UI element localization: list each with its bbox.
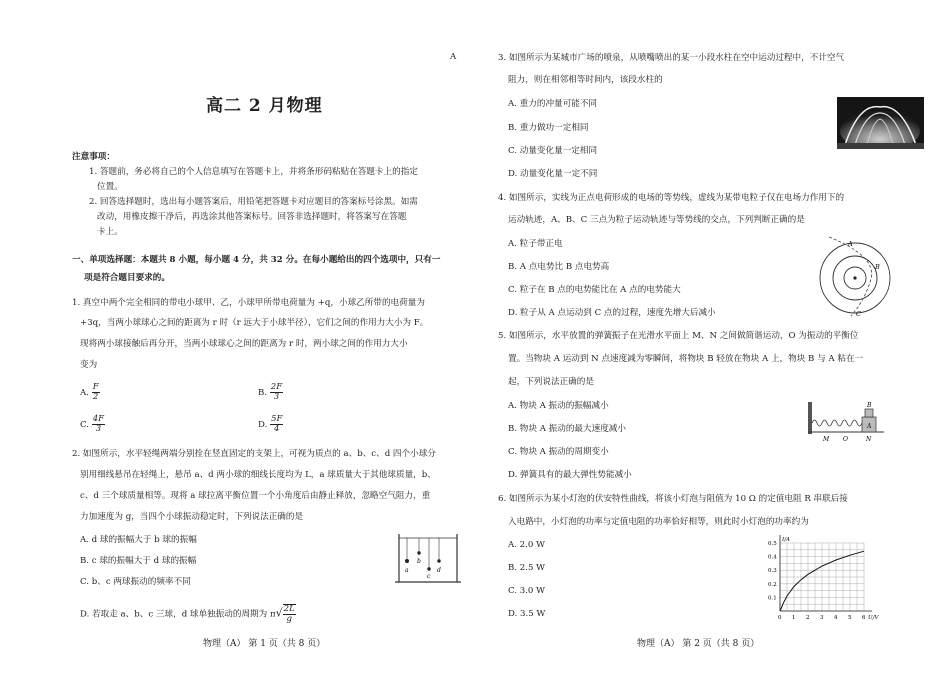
option-label: A. (80, 388, 89, 398)
fraction (92, 383, 100, 402)
q6-option-d[interactable]: D. 3.5 W (508, 609, 546, 619)
q2-option-c[interactable]: C. b、c 两球振动的频率不同 (80, 577, 191, 587)
label-A: A (867, 423, 872, 430)
y-tick-label: 0.2 (768, 581, 777, 588)
notice-line: 2. 回答选择题时，选出每小题答案后，用铅笔把答题卡对应题目的答案标号涂黑。如需 (89, 197, 418, 207)
numerator: 5F (271, 414, 283, 424)
q5-option-b[interactable]: B. 物块 A 振动的最大速度减小 (508, 424, 626, 434)
label-B: B (867, 402, 872, 409)
label-b: b (417, 558, 421, 565)
y-tick-label: 0.4 (768, 554, 777, 561)
denominator: 3 (273, 392, 280, 402)
spring-oscillator-figure (806, 396, 886, 446)
label-O: O (843, 436, 848, 443)
page-title: 高二 2 月物理 (206, 96, 323, 116)
page-footer: 物理（A） 第 2 页（共 8 页） (637, 639, 760, 649)
notice-line: 位置。 (97, 182, 123, 192)
page-footer: 物理（A） 第 1 页（共 8 页） (203, 639, 326, 649)
q6-option-a[interactable]: A. 2.0 W (508, 540, 545, 550)
question-1-text: 1. 真空中两个完全相同的带电小球甲、乙，小球甲所带电荷量为 +q，小球乙所带的电荷量为 (72, 298, 425, 308)
y-axis-label: I/A (782, 537, 790, 543)
x-axis-label: U/V (868, 615, 879, 621)
question-1-text: 现将两小球接触后再分开，当两小球球心之间的距离为 r 时，两小球之间的作用力大小 (80, 339, 408, 349)
label-C: C (856, 310, 861, 318)
question-3-text: 3. 如图所示为某城市广场的喷泉，从喷嘴喷出的某一小段水柱在空中运动过程中，不计空气 (498, 53, 845, 63)
pendulum-figure (393, 530, 463, 585)
notice-line: 卡上。 (97, 227, 123, 237)
question-4-text: 4. 如图所示，实线为正点电荷形成的电场的等势线，虚线为某带电粒子仅在电场力作用下的 (498, 193, 845, 203)
question-2-text: 别用细线悬吊在轻绳上，悬吊 a、d 两小球的细线长度均为 L，a 球质量大于其他球质量，b、 (80, 470, 436, 480)
numerator: 2L (283, 604, 295, 614)
question-2-text: c、d 三个球质量相等。现将 a 球拉离平衡位置一个小角度后由静止释放，忽略空气阻力，重 (80, 491, 431, 501)
notice-line: 1. 答题前，务必将自己的个人信息填写在答题卡上，并将条形码粘贴在答题卡上的指定 (89, 167, 418, 177)
denominator: 4 (274, 424, 280, 434)
section-heading: 一、单项选择题：本题共 8 小题，每小题 4 分，共 32 分。在每小题给出的四个选项中，只有一 (72, 255, 441, 265)
option-label: D. (258, 420, 268, 430)
notice-line: 改动，用橡皮擦干净后，再选涂其他答案标号。回答非选择题时，将答案写在答题 (97, 212, 407, 222)
question-4-text: 运动轨迹，A、B、C 三点为粒子运动轨迹与等势线的交点，下列判断正确的是 (508, 215, 805, 225)
q1-option-d[interactable] (258, 415, 283, 434)
x-tick-label: 0 (778, 615, 782, 621)
q1-option-b[interactable] (258, 383, 283, 402)
equipotential-figure (813, 234, 899, 318)
question-1-text: +3q，当两小球球心之间的距离为 r 时（r 远大于小球半径），它们之间的作用力大小为 F。 (80, 318, 429, 328)
denominator: g (286, 614, 292, 624)
option-label: B. (258, 388, 268, 398)
option-label: C. (80, 420, 90, 430)
notice-heading: 注意事项： (72, 152, 115, 162)
q4-option-c[interactable]: C. 粒子在 B 点的电势能比在 A 点的电势能大 (508, 285, 681, 295)
question-2-text: 力加速度为 g，当四个小球振动稳定时，下列说法正确的是 (80, 512, 304, 522)
label-M: M (823, 436, 830, 443)
q2-option-d[interactable] (80, 604, 296, 624)
fraction (283, 604, 296, 624)
q4-option-a[interactable]: A. 粒子带正电 (508, 239, 563, 249)
q5-option-a[interactable]: A. 物块 A 振动的振幅减小 (508, 401, 609, 411)
x-tick-label: 2 (806, 615, 810, 621)
fountain-photo (837, 97, 924, 149)
q2-option-a[interactable]: A. d 球的振幅大于 b 球的振幅 (80, 535, 197, 545)
label-N: N (866, 436, 872, 443)
denominator: 2 (92, 392, 99, 402)
q4-option-b[interactable]: B. A 点电势比 B 点电势高 (508, 262, 610, 272)
y-tick-label: 0.1 (768, 595, 777, 602)
question-2-text: 2. 如图所示，水平轻绳两端分别拴在竖直固定的支架上，可视为质点的 a、b、c、d 四个小球分 (72, 449, 436, 459)
section-heading: 项是符合题目要求的。 (84, 273, 170, 283)
x-tick-label: 5 (848, 615, 852, 621)
q2-option-b[interactable]: B. c 球的振幅大于 d 球的振幅 (80, 556, 197, 566)
q3-option-c[interactable]: C. 动量变化量一定相同 (508, 146, 598, 156)
numerator: 4F (92, 414, 105, 424)
page-2 (475, 0, 950, 688)
q3-option-d[interactable]: D. 动量变化量一定不同 (508, 169, 598, 179)
q1-option-c[interactable] (80, 415, 105, 434)
q6-option-c[interactable]: C. 3.0 W (508, 586, 545, 596)
q3-option-b[interactable]: B. 重力做功一定相同 (508, 123, 589, 133)
question-6-text: 6. 如图所示为某小灯泡的伏安特性曲线，将该小灯泡与阻值为 10 Ω 的定值电阻 R 串联后接 (498, 494, 848, 504)
denominator: 3 (95, 424, 102, 434)
q1-option-a[interactable] (80, 383, 100, 402)
q3-option-a[interactable]: A. 重力的冲量可能不同 (508, 99, 598, 109)
option-text: D. 若取走 a、b、c 三球，d 球单独振动的周期为 π (80, 609, 276, 620)
iu-chart (762, 533, 882, 628)
fraction (92, 415, 105, 434)
sqrt-sign: √ (275, 606, 283, 620)
question-5-text: 5. 如图所示，水平放置的弹簧振子在光滑水平面上 M、N 之间做简谐运动，O 为振动的平衡位 (498, 331, 859, 341)
x-tick-label: 6 (862, 615, 866, 621)
numerator: 2F (270, 382, 283, 392)
y-tick-label: 0.3 (768, 568, 777, 575)
question-3-text: 阻力，则在相邻相等时间内，该段水柱的 (508, 75, 663, 85)
version-mark: A (450, 52, 457, 62)
y-tick-label: 0.5 (768, 541, 777, 547)
question-6-text: 入电路中，小灯泡的功率与定值电阻的功率恰好相等，则此时小灯泡的功率约为 (508, 517, 809, 527)
q5-option-d[interactable]: D. 弹簧具有的最大弹性势能减小 (508, 470, 632, 480)
x-tick-label: 3 (820, 615, 824, 621)
label-d: d (437, 567, 441, 574)
fraction (270, 383, 283, 402)
question-5-text: 置。当物块 A 运动到 N 点速度减为零瞬间，将物块 B 轻放在物块 A 上，物块 B 与 A 粘在一 (508, 354, 864, 364)
label-B: B (875, 263, 880, 271)
x-tick-label: 4 (834, 615, 838, 621)
question-1-text: 变为 (80, 360, 98, 370)
q5-option-c[interactable]: C. 物块 A 振动的周期变小 (508, 447, 609, 457)
fraction (270, 415, 283, 434)
x-tick-label: 1 (792, 615, 796, 621)
q4-option-d[interactable]: D. 粒子从 A 点运动到 C 点的过程，速度先增大后减小 (508, 308, 716, 318)
label-A: A (848, 240, 853, 248)
q6-option-b[interactable]: B. 2.5 W (508, 563, 546, 573)
numerator: F (92, 382, 99, 392)
label-c: c (427, 573, 431, 580)
label-a: a (405, 567, 409, 574)
question-5-text: 起，下列说法正确的是 (508, 377, 594, 387)
